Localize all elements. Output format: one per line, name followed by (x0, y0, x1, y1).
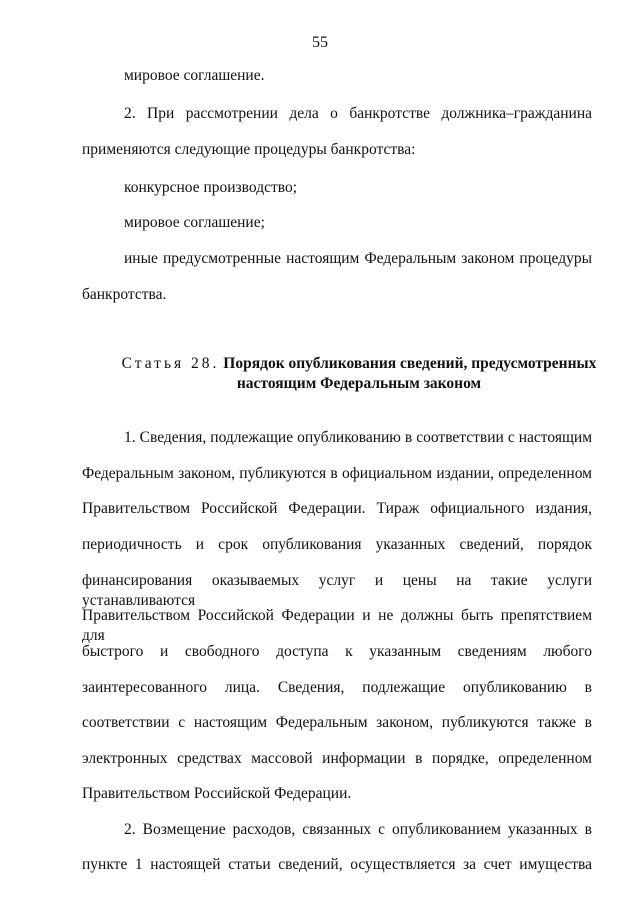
text-line: 2. Возмещение расходов, связанных с опубликованием указанных в (124, 821, 592, 838)
text-line: пункте 1 настоящей статьи сведений, осуществляется за счет имущества (82, 856, 592, 873)
text-line: 2. При рассмотрении дела о банкротстве должника–гражданина (124, 105, 592, 122)
text-line: Правительством Российской Федерации. (82, 785, 352, 802)
article-prefix: Статья 28. (121, 355, 220, 372)
text-line: применяются следующие процедуры банкротства: (82, 141, 416, 158)
text-line: заинтересованного лица. Сведения, подлежащие опубликованию в (82, 679, 592, 696)
text-line: банкротства. (82, 286, 167, 303)
text-line: электронных средствах массовой информации в порядке, определенном (82, 750, 592, 767)
article-heading-line2 (120, 374, 598, 394)
text-line: соответствии с настоящим Федеральным законом, публикуются также в (82, 714, 592, 731)
article-title-line2: настоящим Федеральным законом (236, 375, 482, 392)
text-line: иные предусмотренные настоящим Федеральным законом процедуры (124, 250, 592, 267)
text-line: быстрого и свободного доступа к указанным сведениям любого (82, 643, 592, 660)
article-title-line1: Порядок опубликования сведений, предусмотренных (223, 355, 597, 372)
text-line: 1. Сведения, подлежащие опубликованию в соответствии с настоящим (124, 429, 592, 446)
text-line: финансирования оказываемых услуг и цены на такие услуги устанавливаются (82, 572, 592, 609)
text-line: мировое соглашение. (124, 67, 265, 84)
text-line: Правительством Российской Федерации. Тираж официального издания, (82, 500, 592, 517)
text-line: Федеральным законом, публикуются в официальном издании, определенном (82, 465, 592, 482)
text-line: конкурсное производство; (124, 179, 298, 196)
text-line: мировое соглашение; (124, 214, 265, 231)
article-heading (120, 354, 598, 374)
text-line: Правительством Российской Федерации и не должны быть препятствием для (82, 607, 592, 644)
page-number: 55 (312, 34, 328, 51)
text-line: периодичность и срок опубликования указанных сведений, порядок (82, 536, 592, 553)
